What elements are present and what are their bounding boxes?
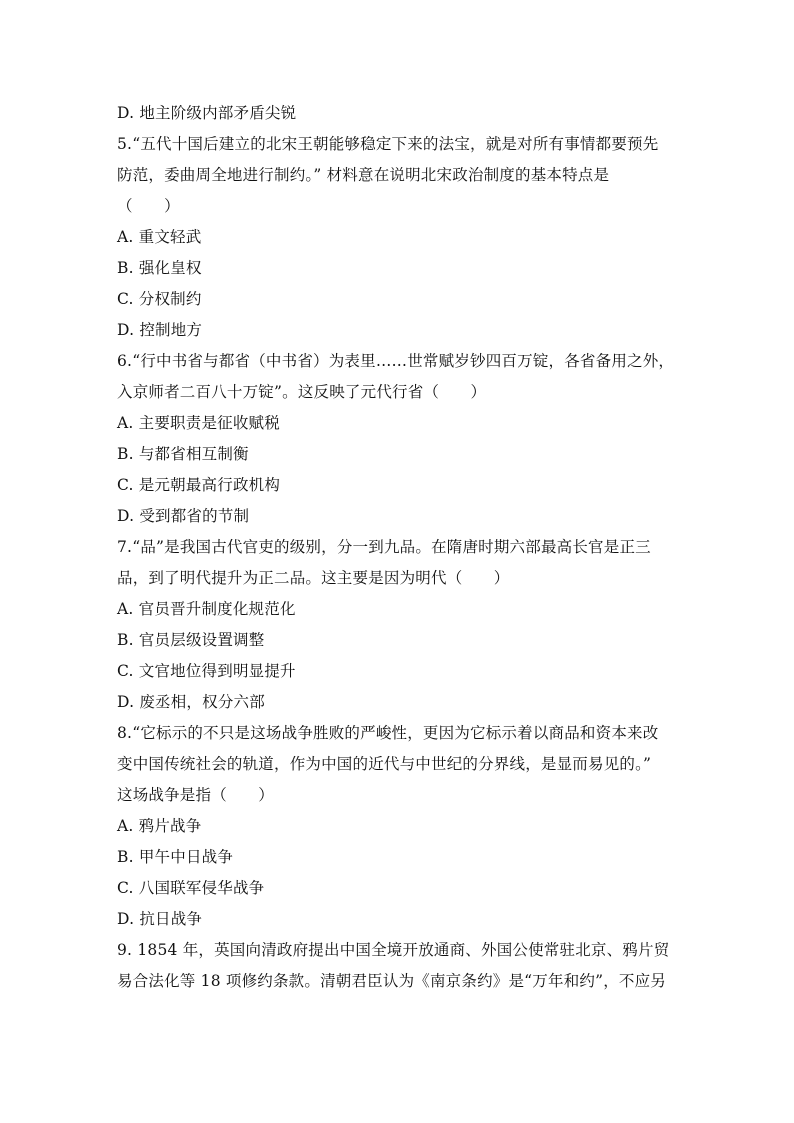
option-c-q7: C. 文官地位得到明显提升 [117,662,296,680]
option-d-q8: D. 抗日战争 [117,910,203,928]
question-9-stem-line-2: 易合法化等 18 项修约条款。清朝君臣认为《南京条约》是“万年和约”，不应另 [117,972,667,990]
option-d-q7: D. 废丞相，权分六部 [117,693,265,711]
option-c-q6: C. 是元朝最高行政机构 [117,476,281,494]
option-a-q6: A. 主要职责是征收赋税 [117,414,280,432]
option-d-q6: D. 受到都省的节制 [117,507,250,525]
question-6-stem-line-1: 6.“行中书省与都省（中书省）为表里……世常赋岁钞四百万锭，各省备用之外， [117,352,675,370]
option-d-q5: D. 控制地方 [117,321,203,339]
question-5-stem-line-2: 防范，委曲周全地进行制约。” 材料意在说明北宋政治制度的基本特点是 [117,166,610,184]
question-9-stem-line-1: 9. 1854 年，英国向清政府提出中国全境开放通商、外国公使常驻北京、鸦片贸 [117,941,670,959]
option-c-q5: C. 分权制约 [117,290,202,308]
question-7-stem-line-1: 7.“品”是我国古代官吏的级别，分一到九品。在隋唐时期六部最高长官是正三 [117,538,651,556]
question-5-answer-bracket: （ ） [117,197,180,215]
option-a-q5: A. 重文轻武 [117,228,202,246]
option-b-q7: B. 官员层级设置调整 [117,631,265,649]
option-b-q8: B. 甲午中日战争 [117,848,234,866]
question-5-stem-line-1: 5.“五代十国后建立的北宋王朝能够稳定下来的法宝，就是对所有事情都要预先 [117,135,659,153]
question-8-stem-line-1: 8.“它标示的不只是这场战争胜败的严峻性，更因为它标示着以商品和资本来改 [117,724,659,742]
option-a-q7: A. 官员晋升制度化规范化 [117,600,296,618]
question-8-stem-line-2: 变中国传统社会的轨道，作为中国的近代与中世纪的分界线，是显而易见的。” [117,755,652,773]
question-8-stem-line-3: 这场战争是指（ ） [117,786,275,804]
option-a-q8: A. 鸦片战争 [117,817,202,835]
question-6-stem-line-2: 入京师者二百八十万锭”。这反映了元代行省（ ） [117,383,487,401]
option-c-q8: C. 八国联军侵华战争 [117,879,265,897]
option-b-q5: B. 强化皇权 [117,259,202,277]
option-d-q4: D. 地主阶级内部矛盾尖锐 [117,104,297,122]
document-page [117,98,682,997]
option-b-q6: B. 与都省相互制衡 [117,445,249,463]
question-7-stem-line-2: 品，到了明代提升为正二品。这主要是因为明代（ ） [117,569,510,587]
